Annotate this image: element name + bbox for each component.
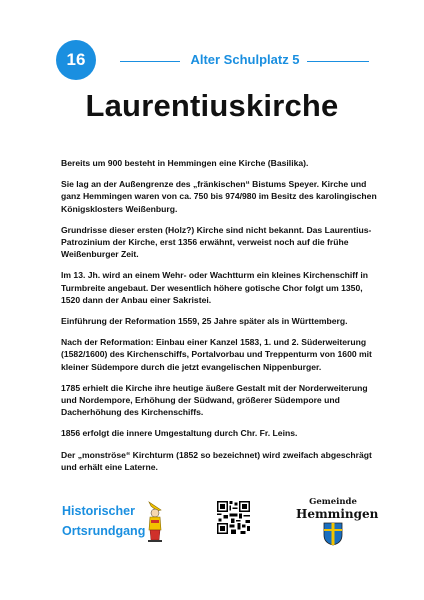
mascot-icon (145, 500, 165, 542)
page-title: Laurentiuskirche (85, 88, 339, 123)
address-label: Alter Schulplatz 5 (190, 52, 300, 67)
logo-line1: Gemeinde (309, 497, 357, 507)
body-text (61, 157, 381, 482)
tour-title-line1: Historischer (62, 504, 135, 518)
paragraph: 1856 erfolgt die innere Umgestaltung durch Chr. Fr. Leins. (61, 428, 298, 439)
paragraph: Sie lag an der Außengrenze des „fränkischen“ Bistums Speyer. Kirche und ganz Hemmingen waren von ca. 750 bis 974/980 im Besitz des karolingischen Königsklosters Weißenburg. (61, 179, 377, 214)
logo-line2: Hemmingen (296, 507, 379, 521)
paragraph: Einführung der Reformation 1559, 25 Jahre später als in Württemberg. (61, 316, 348, 327)
paragraph: Grundrisse dieser ersten (Holz?) Kirche sind nicht bekannt. Das Laurentius-Patrozinium der Kirche, erst 1356 erwähnt, verweist noch auf die frühe Weißenburger Zeit. (61, 224, 372, 260)
station-number: 16 (66, 50, 86, 69)
header-rule-right (307, 61, 369, 62)
municipality-logo (296, 497, 379, 553)
coat-of-arms-icon (323, 522, 343, 546)
paragraph: 1785 erhielt die Kirche ihre heutige äußere Gestalt mit der Norderweiterung und Nordempore, Erhöhung der Südwand, größerer Südempore und Dacherhöhung des Kirchenschiffs. (61, 382, 368, 418)
paragraph: Der „monströse“ Kirchturm (1852 so bezeichnet) wird zweifach abgeschrägt und erhält eine Laterne. (61, 449, 372, 472)
tour-title-line2: Ortsrundgang (62, 524, 146, 538)
station-number-badge (56, 40, 96, 80)
paragraph: Bereits um 900 besteht in Hemmingen eine Kirche (Basilika). (61, 158, 309, 168)
tour-title (62, 501, 145, 541)
header-rule-left (120, 61, 180, 62)
paragraph: Nach der Reformation: Einbau einer Kanzel 1583, 1. und 2. Süderweiterung (1582/1600) des Kirchenschiffs, Portalvorbau und Treppenturm von 1600 mit kleiner Südempore durch die jetzt evangelischen Nippenburger. (61, 337, 372, 372)
paragraph: Im 13. Jh. wird an einem Wehr- oder Wachtturm ein kleines Kirchenschiff in Turmbreite angebaut. Der wesentlich höhere gotische Chor folgt um 1350, 1520 dann der Anbau einer Sakristei. (61, 270, 369, 305)
qr-code-icon (217, 501, 250, 534)
